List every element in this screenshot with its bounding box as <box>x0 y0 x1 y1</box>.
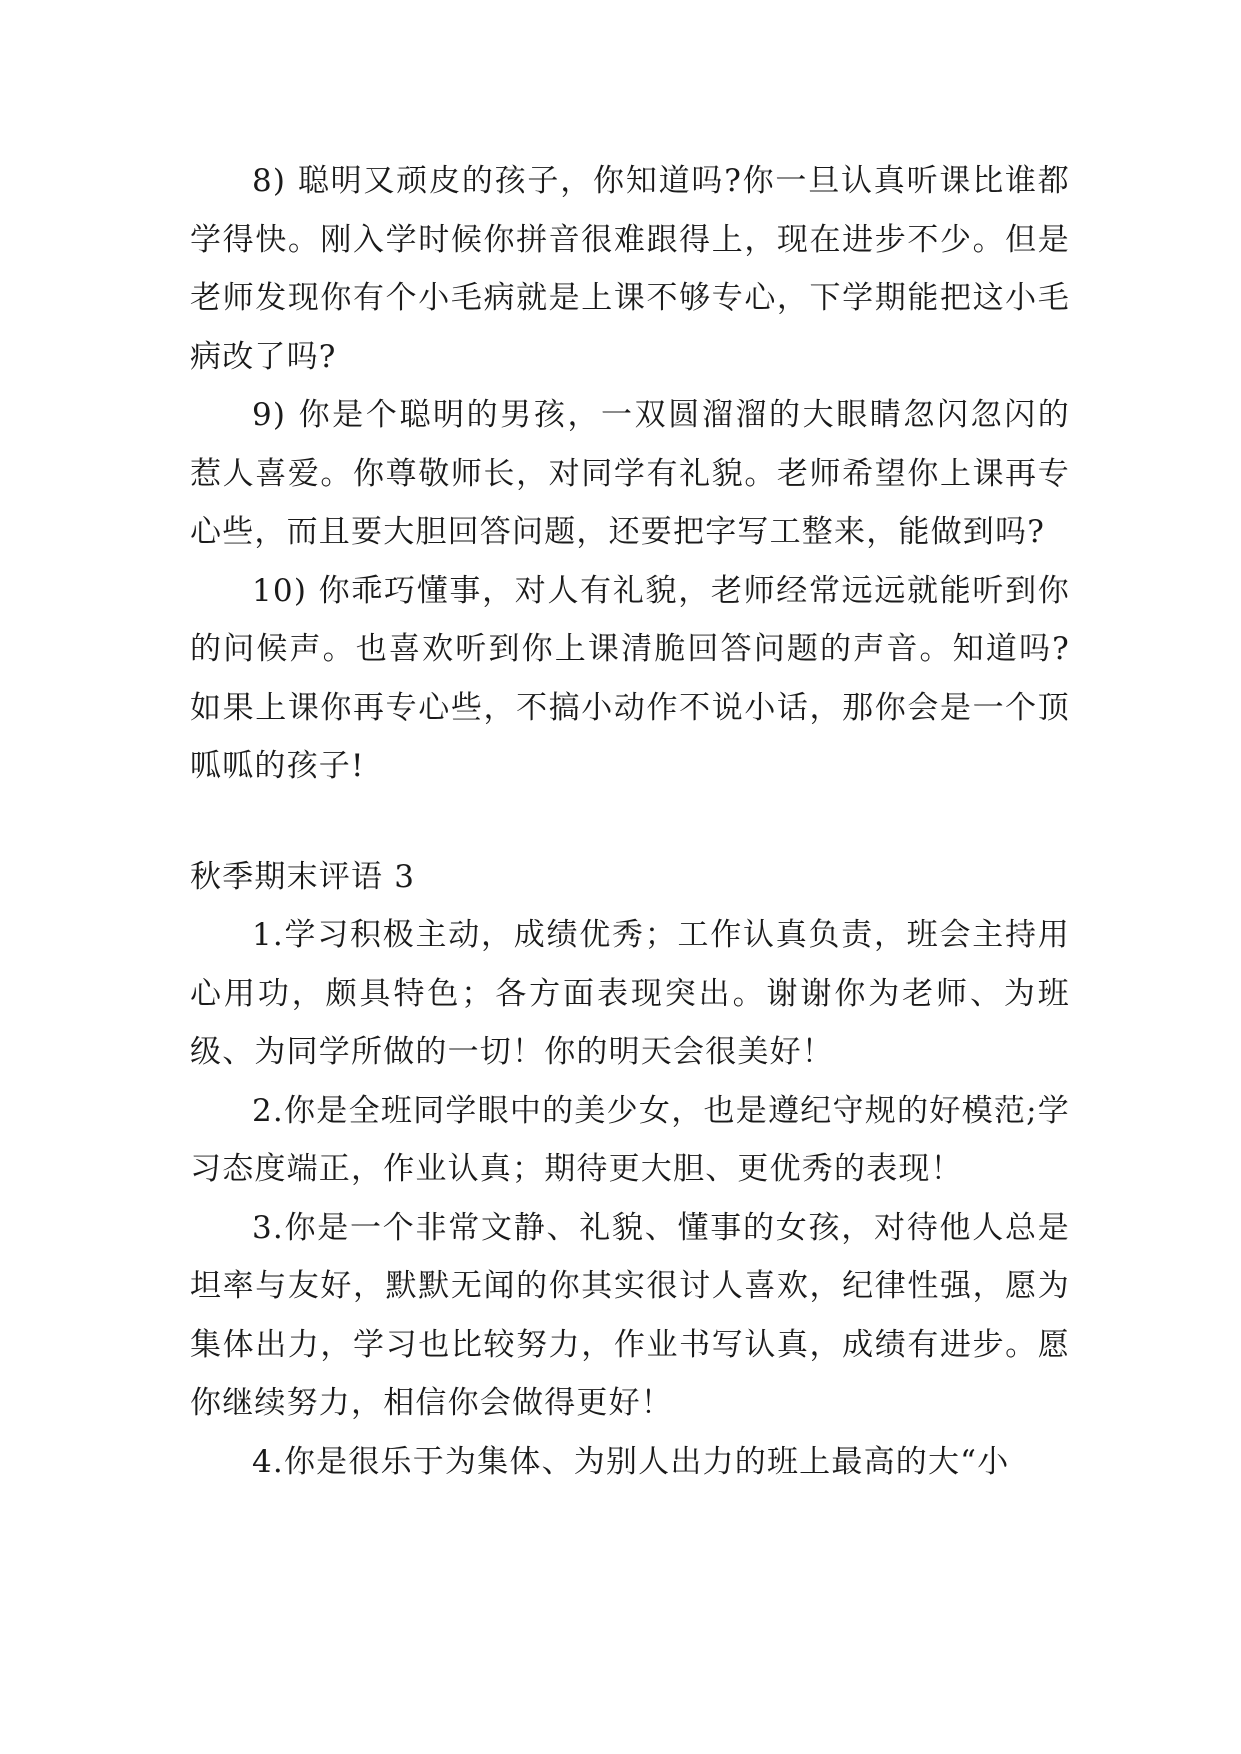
paragraph-item-10: 10) 你乖巧懂事，对人有礼貌，老师经常远远就能听到你的问候声。也喜欢听到你上课清脆回答问题的声音。知道吗?如果上课你再专心些，不搞小动作不说小话，那你会是一个顶呱呱的孩子! <box>190 572 1070 784</box>
paragraph-item-3: 3.你是一个非常文静、礼貌、懂事的女孩，对待他人总是坦率与友好，默默无闻的你其实很讨人喜欢，纪律性强，愿为集体出力，学习也比较努力，作业书写认真，成绩有进步。愿你继续努力，相信你会做得更好！ <box>190 1209 1070 1421</box>
paragraph-item-4: 4.你是很乐于为集体、为别人出力的班上最高的大“小 <box>252 1443 1010 1480</box>
paragraph-item-1: 1.学习积极主动，成绩优秀；工作认真负责，班会主持用心用功，颇具特色；各方面表现突出。谢谢你为老师、为班级、为同学所做的一切！你的明天会很美好！ <box>190 917 1070 1070</box>
document-body <box>190 152 1070 1491</box>
paragraph-item-2: 2.你是全班同学眼中的美少女，也是遵纪守规的好模范;学习态度端正，作业认真；期待更大胆、更优秀的表现！ <box>190 1092 1070 1187</box>
section-title: 秋季期末评语 3 <box>190 858 416 895</box>
paragraph-item-9: 9) 你是个聪明的男孩，一双圆溜溜的大眼睛忽闪忽闪的惹人喜爱。你尊敬师长，对同学有礼貌。老师希望你上课再专心些，而且要大胆回答问题，还要把字写工整来，能做到吗? <box>190 397 1070 550</box>
paragraph-item-8: 8) 聪明又顽皮的孩子，你知道吗?你一旦认真听课比谁都学得快。刚入学时候你拼音很难跟得上，现在进步不少。但是老师发现你有个小毛病就是上课不够专心，下学期能把这小毛病改了吗? <box>190 163 1070 375</box>
